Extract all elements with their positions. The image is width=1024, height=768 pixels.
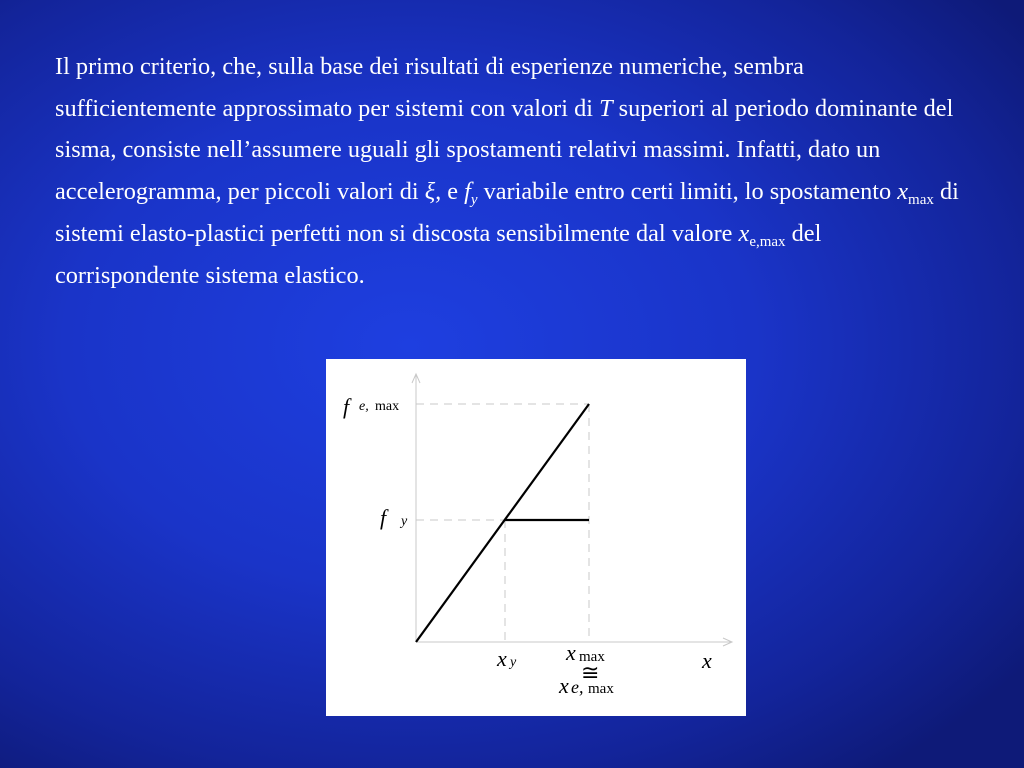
fy-label-sub: y	[401, 514, 408, 529]
fe-max-label-sub-max: max	[375, 399, 400, 414]
approx-symbol: ≅	[581, 660, 600, 685]
xe-max-label-sub-e: e,	[571, 677, 584, 697]
damping-symbol: ξ,	[424, 178, 442, 206]
period-symbol: T	[599, 94, 613, 122]
yield-force-symbol: f	[464, 178, 471, 206]
force-displacement-diagram	[326, 359, 746, 716]
text-part-4: variabile entro certi limiti, lo spostamento	[477, 178, 898, 206]
yield-force-subscript: y	[470, 192, 478, 209]
max-displacement-symbol: x	[897, 178, 909, 206]
xy-label-sub: y	[510, 655, 517, 670]
body-paragraph	[55, 46, 965, 296]
fe-max-label-sub-e: e,	[359, 399, 369, 414]
max-displacement-subscript: max	[908, 192, 934, 209]
elastic-displacement-symbol: x	[738, 219, 750, 247]
fe-max-label-f: f	[343, 394, 350, 419]
elastic-displacement-subscript: e,max	[749, 233, 786, 250]
text-part-6: del corrispondente sistema elastico.	[55, 219, 822, 289]
xy-label-x: x	[497, 646, 507, 671]
xe-max-label-x: x	[559, 673, 569, 698]
x-axis-label: x	[702, 648, 712, 673]
text-part-3: e	[441, 178, 465, 206]
xmax-label-x: x	[566, 640, 576, 665]
diagram-svg	[326, 359, 746, 716]
xe-max-label-sub-max: max	[588, 681, 614, 697]
xmax-label-sub: max	[579, 649, 605, 665]
elastic-branch	[416, 404, 589, 642]
fy-label-f: f	[380, 505, 387, 530]
text-part-1: Il primo criterio, che, sulla base dei risultati di esperienze numeriche, sembra sufficientemente approssimato per sistemi con valori di	[55, 53, 804, 122]
text-part-5: di sistemi elasto-plastici perfetti non si discosta sensibilmente dal valore	[55, 178, 959, 247]
text-part-2: superiori al periodo dominante del sisma, consiste nell’assumere uguali gli spostamenti relativi massimi. Infatti, dato un accelerogramma, per piccoli valori di	[55, 94, 954, 206]
